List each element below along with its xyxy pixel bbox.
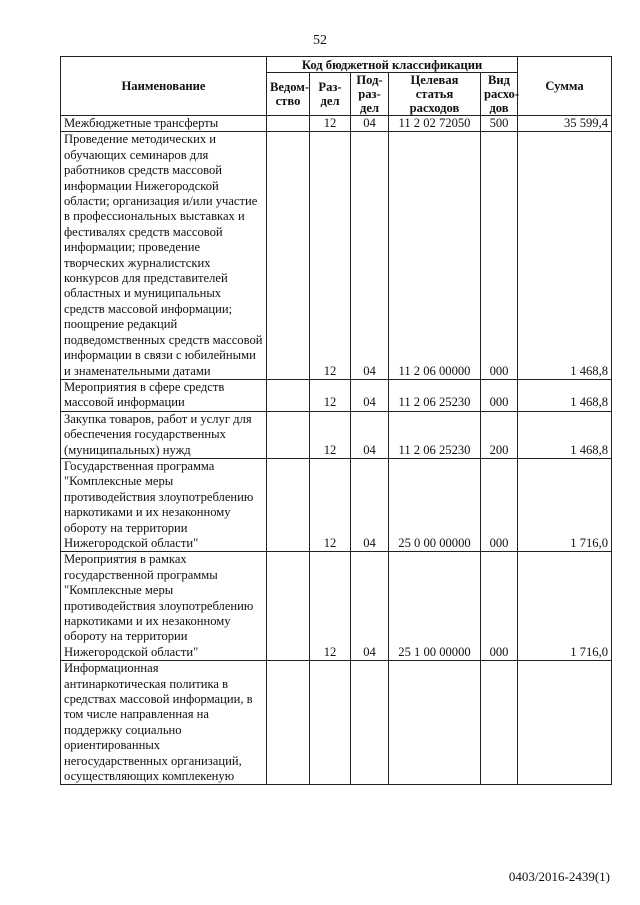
table-row: [61, 458, 612, 551]
row-subsection: 04: [351, 116, 389, 132]
header-subsection-line1: Под-: [356, 73, 383, 87]
header-target: [389, 73, 481, 116]
header-department-line2: ство: [275, 94, 301, 108]
row-name: Межбюджетные трансферты: [61, 116, 267, 132]
row-expense-type: [481, 661, 518, 785]
table-row: [61, 661, 612, 785]
row-expense-type: 000: [481, 379, 518, 411]
row-target: 11 2 06 25230: [389, 379, 481, 411]
row-section: 12: [310, 379, 351, 411]
header-sum: Сумма: [518, 57, 612, 116]
row-department: [267, 552, 310, 661]
header-target-line2: статья: [415, 87, 454, 101]
row-subsection: 04: [351, 379, 389, 411]
row-expense-type: 000: [481, 552, 518, 661]
row-expense-type: 500: [481, 116, 518, 132]
header-expense-type-line1: Вид: [488, 73, 511, 87]
row-target: 25 0 00 00000: [389, 458, 481, 551]
header-section-line2: дел: [320, 94, 340, 108]
row-expense-type: 200: [481, 411, 518, 458]
row-subsection: 04: [351, 132, 389, 380]
header-subsection: [351, 73, 389, 116]
header-expense-type-line3: дов: [489, 101, 509, 115]
header-department: [267, 73, 310, 116]
document-code: 0403/2016-2439(1): [508, 869, 610, 884]
row-section: 12: [310, 116, 351, 132]
header-target-line3: расходов: [409, 101, 460, 115]
row-subsection: 04: [351, 458, 389, 551]
header-subsection-line2: раз-: [358, 87, 381, 101]
table-row: [61, 116, 612, 132]
row-section: 12: [310, 458, 351, 551]
row-target: [389, 661, 481, 785]
row-subsection: [351, 661, 389, 785]
header-name: Наименование: [61, 57, 267, 116]
row-sum: 1 716,0: [518, 552, 612, 661]
row-target: 11 2 06 25230: [389, 411, 481, 458]
row-sum: 1 468,8: [518, 132, 612, 380]
row-sum: [518, 661, 612, 785]
header-expense-type: [481, 73, 518, 116]
row-department: [267, 411, 310, 458]
header-section-line1: Раз-: [318, 80, 342, 94]
row-sum: 35 599,4: [518, 116, 612, 132]
row-department: [267, 458, 310, 551]
row-department: [267, 116, 310, 132]
header-section: [310, 73, 351, 116]
budget-table: [60, 56, 612, 785]
row-section: 12: [310, 411, 351, 458]
row-name: Проведение методических и обучающих семинаров для работников средств массовой информации Нижегородской области; организация и/или участие в профессиональных выставках и фестивалях средств массовой информации; проведение творческих журналистских конкурсов для представителей областных и муниципальных средств массовой информации; поощрение редакций подведомственных средств массовой информации в связи с юбилейными и знаменательными датами: [61, 132, 267, 380]
table-row: [61, 411, 612, 458]
row-sum: 1 468,8: [518, 411, 612, 458]
header-subsection-line3: дел: [359, 101, 380, 115]
header-expense-type-line2: расхо-: [484, 87, 520, 101]
header-department-line1: Ведом-: [270, 80, 310, 94]
row-department: [267, 379, 310, 411]
row-section: 12: [310, 132, 351, 380]
table-row: [61, 379, 612, 411]
row-subsection: 04: [351, 552, 389, 661]
header-classification: Код бюджетной классификации: [267, 57, 518, 73]
page-number: 52: [313, 33, 327, 48]
row-target: 11 2 06 00000: [389, 132, 481, 380]
row-target: 11 2 02 72050: [389, 116, 481, 132]
row-name: Мероприятия в рамках государственной программы "Комплексные меры противодействия злоупотреблению наркотиками и их незаконному обороту на территории Нижегородской области": [61, 552, 267, 661]
row-name: Закупка товаров, работ и услуг для обеспечения государственных (муниципальных) нужд: [61, 411, 267, 458]
row-name: Информационная антинаркотическая политика в средствах массовой информации, в том числе направленная на поддержку социально ориентированных негосударственных организаций, осуществляющих комплекеную: [61, 661, 267, 785]
row-expense-type: 000: [481, 458, 518, 551]
row-sum: 1 716,0: [518, 458, 612, 551]
table-row: [61, 132, 612, 380]
row-target: 25 1 00 00000: [389, 552, 481, 661]
row-section: 12: [310, 552, 351, 661]
row-name: Мероприятия в сфере средств массовой информации: [61, 379, 267, 411]
row-subsection: 04: [351, 411, 389, 458]
row-department: [267, 132, 310, 380]
table-row: [61, 552, 612, 661]
row-section: [310, 661, 351, 785]
row-expense-type: 000: [481, 132, 518, 380]
row-department: [267, 661, 310, 785]
row-sum: 1 468,8: [518, 379, 612, 411]
row-name: Государственная программа "Комплексные меры противодействия злоупотреблению наркотиками и их незаконному обороту на территории Нижегородской области": [61, 458, 267, 551]
header-target-line1: Целевая: [410, 73, 459, 87]
